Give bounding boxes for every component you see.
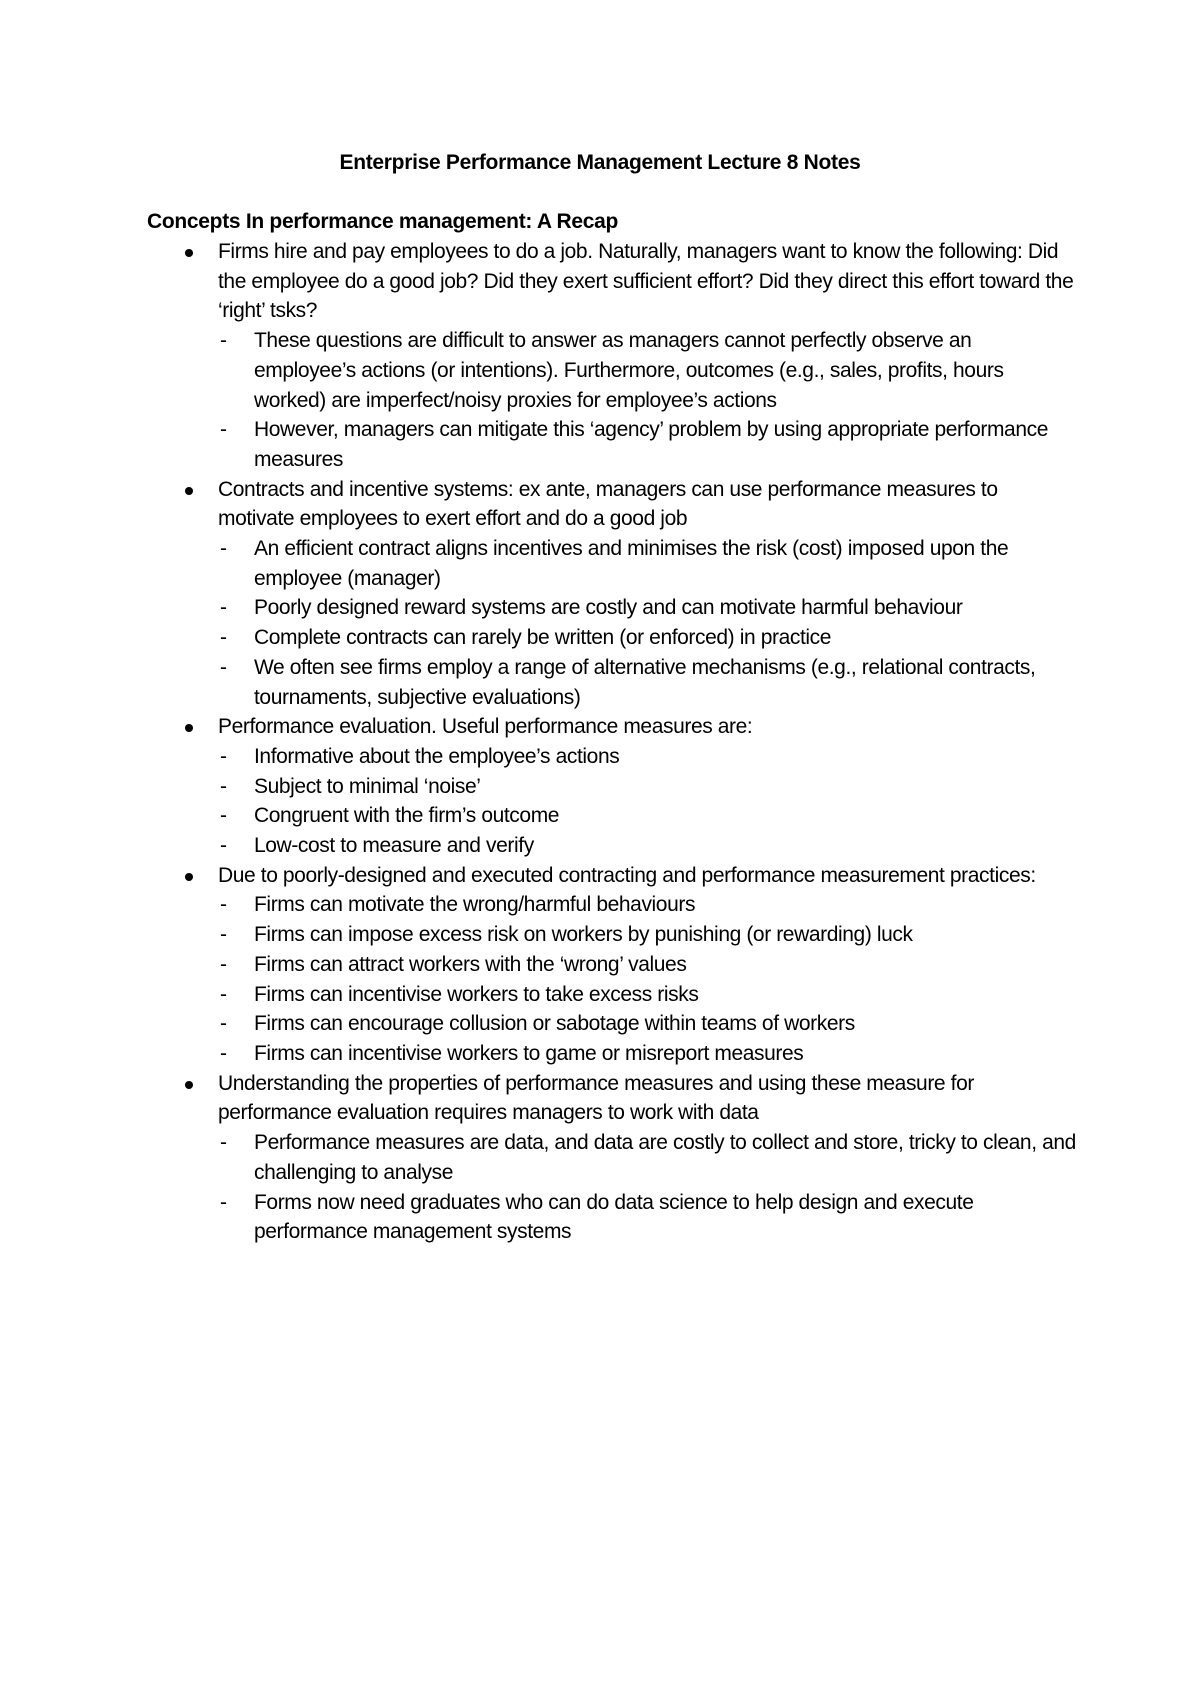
sub-item-text: Performance measures are data, and data are costly to collect and store, tricky to clean, and challenging to analyse: [254, 1131, 1076, 1184]
sub-item: [218, 593, 1077, 623]
dash-marker: -: [220, 626, 227, 650]
recap-section: [147, 207, 1077, 1247]
sub-item: [218, 1188, 1077, 1247]
sub-item: [218, 1039, 1077, 1069]
sub-item-text: An efficient contract aligns incentives and minimises the risk (cost) imposed upon the employee (manager): [254, 537, 1009, 590]
sub-item: [218, 534, 1077, 593]
dash-marker: -: [220, 1041, 227, 1065]
sub-list: [218, 326, 1077, 475]
bullet-dot-icon: [185, 487, 193, 495]
bullet-item: [147, 1069, 1077, 1247]
bullet-dot-icon: [185, 249, 193, 257]
bullet-text: Due to poorly-designed and executed contracting and performance measurement practices:: [218, 863, 1036, 887]
sub-item: [218, 950, 1077, 980]
bullet-dot-icon: [185, 873, 193, 881]
bullet-text: Firms hire and pay employees to do a job. Naturally, managers want to know the following: Did the employee do a good job? Did they exert sufficient effort? Did they direct this effort toward the ‘right’ tsks?: [218, 240, 1074, 323]
sub-list: [218, 742, 1077, 861]
dash-marker: -: [220, 1190, 227, 1214]
sub-item: [218, 831, 1077, 861]
sub-item-text: Firms can motivate the wrong/harmful behaviours: [254, 893, 696, 917]
sub-item: [218, 920, 1077, 950]
dash-marker: -: [220, 804, 227, 828]
sub-item-text: Firms can incentivise workers to take excess risks: [254, 982, 699, 1006]
sub-item: [218, 653, 1077, 712]
sub-item: [218, 326, 1077, 415]
sub-item-text: We often see firms employ a range of alternative mechanisms (e.g., relational contracts, tournaments, subjective evaluations): [254, 655, 1036, 709]
sub-item: [218, 772, 1077, 802]
dash-marker: -: [220, 1131, 227, 1155]
dash-marker: -: [220, 952, 227, 976]
sub-item-text: Firms can encourage collusion or sabotage within teams of workers: [254, 1012, 855, 1036]
sub-item-text: Complete contracts can rarely be written (or enforced) in practice: [254, 626, 832, 650]
dash-marker: -: [220, 982, 227, 1006]
dash-marker: -: [220, 537, 227, 561]
bullet-text: Contracts and incentive systems: ex ante, managers can use performance measures to motivate employees to exert effort and do a good job: [218, 477, 998, 531]
bullet-dot-icon: [185, 724, 193, 732]
sub-item-text: Firms can incentivise workers to game or misreport measures: [254, 1041, 804, 1065]
sub-item: [218, 1128, 1077, 1187]
sub-item-text: Firms can impose excess risk on workers by punishing (or rewarding) luck: [254, 923, 913, 947]
sub-item-text: Forms now need graduates who can do data science to help design and execute performance management systems: [254, 1190, 974, 1244]
sub-list: [218, 1128, 1077, 1247]
section-heading: Concepts In performance management: A Recap: [147, 210, 618, 233]
sub-item: [218, 980, 1077, 1010]
sub-item-text: However, managers can mitigate this ‘agency’ problem by using appropriate performance measures: [254, 418, 1048, 471]
bullet-dot-icon: [185, 1081, 193, 1089]
dash-marker: -: [220, 655, 227, 679]
dash-marker: -: [220, 923, 227, 947]
dash-marker: -: [220, 329, 227, 353]
dash-marker: -: [220, 1012, 227, 1036]
dash-marker: -: [220, 893, 227, 917]
bullet-item: [147, 475, 1077, 713]
sub-item-text: Subject to minimal ‘noise’: [254, 774, 481, 798]
sub-item-text: These questions are difficult to answer as managers cannot perfectly observe an employee’s actions (or intentions). Furthermore, outcomes (e.g., sales, profits, hours worked) are imperfect/noisy proxies for employee’s actions: [254, 329, 1004, 412]
sub-item-text: Congruent with the firm’s outcome: [254, 804, 560, 828]
sub-item: [218, 623, 1077, 653]
sub-item-text: Low-cost to measure and verify: [254, 834, 534, 858]
sub-item-text: Poorly designed reward systems are costly and can motivate harmful behaviour: [254, 596, 963, 620]
sub-item-text: Informative about the employee’s actions: [254, 744, 620, 768]
bullet-item: [147, 237, 1077, 475]
bullet-list: [147, 237, 1077, 1247]
bullet-item: [147, 712, 1077, 861]
dash-marker: -: [220, 774, 227, 798]
dash-marker: -: [220, 596, 227, 620]
sub-item: [218, 742, 1077, 772]
document-title: Enterprise Performance Management Lecture 8 Notes: [339, 151, 861, 174]
sub-item-text: Firms can attract workers with the ‘wrong’ values: [254, 952, 687, 976]
bullet-item: [147, 861, 1077, 1069]
bullet-text: Understanding the properties of performance measures and using these measure for performance evaluation requires managers to work with data: [218, 1071, 974, 1125]
sub-item: [218, 1009, 1077, 1039]
bullet-text: Performance evaluation. Useful performance measures are:: [218, 715, 753, 739]
sub-item: [218, 415, 1077, 474]
sub-list: [218, 534, 1077, 712]
sub-item: [218, 890, 1077, 920]
dash-marker: -: [220, 834, 227, 858]
sub-item: [218, 801, 1077, 831]
sub-list: [218, 890, 1077, 1068]
dash-marker: -: [220, 744, 227, 768]
dash-marker: -: [220, 418, 227, 442]
